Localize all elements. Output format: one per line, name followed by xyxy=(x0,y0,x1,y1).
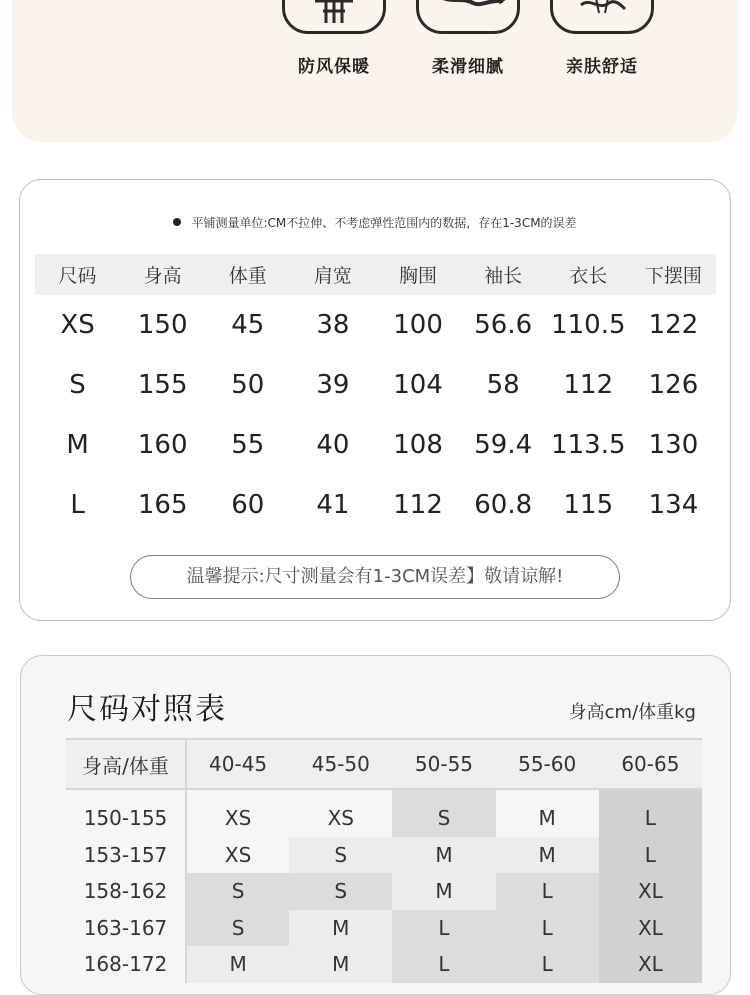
table-cell: 60.8 xyxy=(474,490,533,520)
table-cell: 155 xyxy=(137,370,188,400)
height-cell: 150-155 xyxy=(66,800,186,837)
header-cell: 衣长 xyxy=(546,254,631,295)
table-cell: 130 xyxy=(648,430,699,460)
compare-unit: 身高cm/体重kg xyxy=(568,702,696,723)
header-cell: 肩宽 xyxy=(290,254,375,295)
table-cell: 115 xyxy=(563,490,614,520)
table-cell: 104 xyxy=(393,370,443,400)
measure-note xyxy=(20,214,730,231)
size-cell: XS xyxy=(289,800,392,837)
weight-header: 40-45 xyxy=(186,739,289,789)
table-row xyxy=(66,800,702,837)
compare-title: 尺码对照表 xyxy=(67,692,227,727)
header-cell: 袖长 xyxy=(461,254,546,295)
size-cell: M xyxy=(496,837,599,874)
table-cell: 50 xyxy=(231,370,265,400)
table-cell: M xyxy=(66,430,89,460)
feature-band xyxy=(12,0,738,142)
table-cell: 59.4 xyxy=(474,430,533,460)
size-cell: S xyxy=(289,873,392,910)
table-cell: 40 xyxy=(316,430,350,460)
table-cell: 41 xyxy=(316,490,350,520)
header-cell: 身高 xyxy=(120,254,205,295)
weight-header: 45-50 xyxy=(289,739,392,789)
header-cell: 尺码 xyxy=(35,254,120,295)
size-cell: S xyxy=(289,837,392,874)
table-row xyxy=(35,355,716,415)
size-cell: XS xyxy=(186,837,289,874)
table-cell: L xyxy=(70,490,85,520)
header-cell: 胸围 xyxy=(376,254,461,295)
size-cell: XL xyxy=(599,910,702,947)
bullet-icon xyxy=(173,218,181,226)
smooth-icon xyxy=(416,0,520,34)
size-cell: L xyxy=(496,910,599,947)
table-row xyxy=(35,295,716,355)
header-cell: 体重 xyxy=(205,254,290,295)
feature-label: 防风保暖 xyxy=(298,57,370,77)
weight-header: 55-60 xyxy=(496,739,599,789)
table-cell: 100 xyxy=(393,310,443,340)
corner-cell: 身高/体重 xyxy=(66,739,186,789)
table-cell: 126 xyxy=(648,370,699,400)
table-cell: S xyxy=(69,370,86,400)
size-cell: L xyxy=(496,946,599,983)
compare-table xyxy=(66,738,702,983)
table-cell: 134 xyxy=(648,490,699,520)
size-cell: M xyxy=(392,873,495,910)
height-cell: 158-162 xyxy=(66,873,186,910)
compare-header xyxy=(66,739,702,789)
size-cell: L xyxy=(599,800,702,837)
size-cell: M xyxy=(496,800,599,837)
table-cell: 108 xyxy=(393,430,443,460)
table-row xyxy=(66,910,702,947)
size-cell: M xyxy=(392,837,495,874)
table-row xyxy=(66,946,702,983)
size-cell: XL xyxy=(599,873,702,910)
size-cell: M xyxy=(289,946,392,983)
windproof-icon xyxy=(282,0,386,34)
spacer-row xyxy=(66,789,702,800)
size-cell: S xyxy=(186,873,289,910)
tip-banner: 温馨提示:尺寸测量会有1-3CM误差】敬请谅解! xyxy=(130,555,620,599)
size-chart-card xyxy=(19,179,731,621)
table-cell: XS xyxy=(60,310,95,340)
table-row xyxy=(66,837,702,874)
table-cell: 56.6 xyxy=(474,310,533,340)
table-cell: 38 xyxy=(316,310,350,340)
size-cell: L xyxy=(599,837,702,874)
weight-header: 60-65 xyxy=(599,739,702,789)
table-row xyxy=(66,873,702,910)
size-cell: S xyxy=(186,910,289,947)
size-cell: M xyxy=(289,910,392,947)
height-cell: 153-157 xyxy=(66,837,186,874)
size-cell: M xyxy=(186,946,289,983)
table-row xyxy=(35,475,716,535)
table-cell: 160 xyxy=(137,430,188,460)
table-cell: 110.5 xyxy=(551,310,626,340)
height-cell: 168-172 xyxy=(66,946,186,983)
table-cell: 165 xyxy=(137,490,188,520)
feature-label: 柔滑细腻 xyxy=(432,57,504,77)
weight-header: 50-55 xyxy=(392,739,495,789)
table-cell: 60 xyxy=(231,490,265,520)
size-table xyxy=(35,254,716,535)
table-cell: 113.5 xyxy=(551,430,626,460)
table-cell: 112 xyxy=(563,370,614,400)
size-table-header xyxy=(35,254,716,295)
size-cell: L xyxy=(496,873,599,910)
feature-label: 亲肤舒适 xyxy=(566,57,638,77)
height-cell: 163-167 xyxy=(66,910,186,947)
table-cell: 45 xyxy=(231,310,265,340)
table-cell: 39 xyxy=(316,370,350,400)
skin-friendly-icon xyxy=(550,0,654,34)
table-cell: 122 xyxy=(648,310,699,340)
size-cell: L xyxy=(392,910,495,947)
table-cell: 150 xyxy=(137,310,188,340)
size-cell: S xyxy=(392,800,495,837)
table-row xyxy=(35,415,716,475)
table-cell: 112 xyxy=(393,490,443,520)
size-compare-card xyxy=(20,655,731,995)
size-cell: XL xyxy=(599,946,702,983)
size-cell: L xyxy=(392,946,495,983)
table-cell: 58 xyxy=(486,370,520,400)
measure-note-text: 平铺测量单位:CM不拉伸、不考虑弹性范围内的数据，存在1-3CM的误差 xyxy=(191,216,577,230)
size-cell: XS xyxy=(186,800,289,837)
table-cell: 55 xyxy=(231,430,265,460)
header-cell: 下摆围 xyxy=(631,254,716,295)
